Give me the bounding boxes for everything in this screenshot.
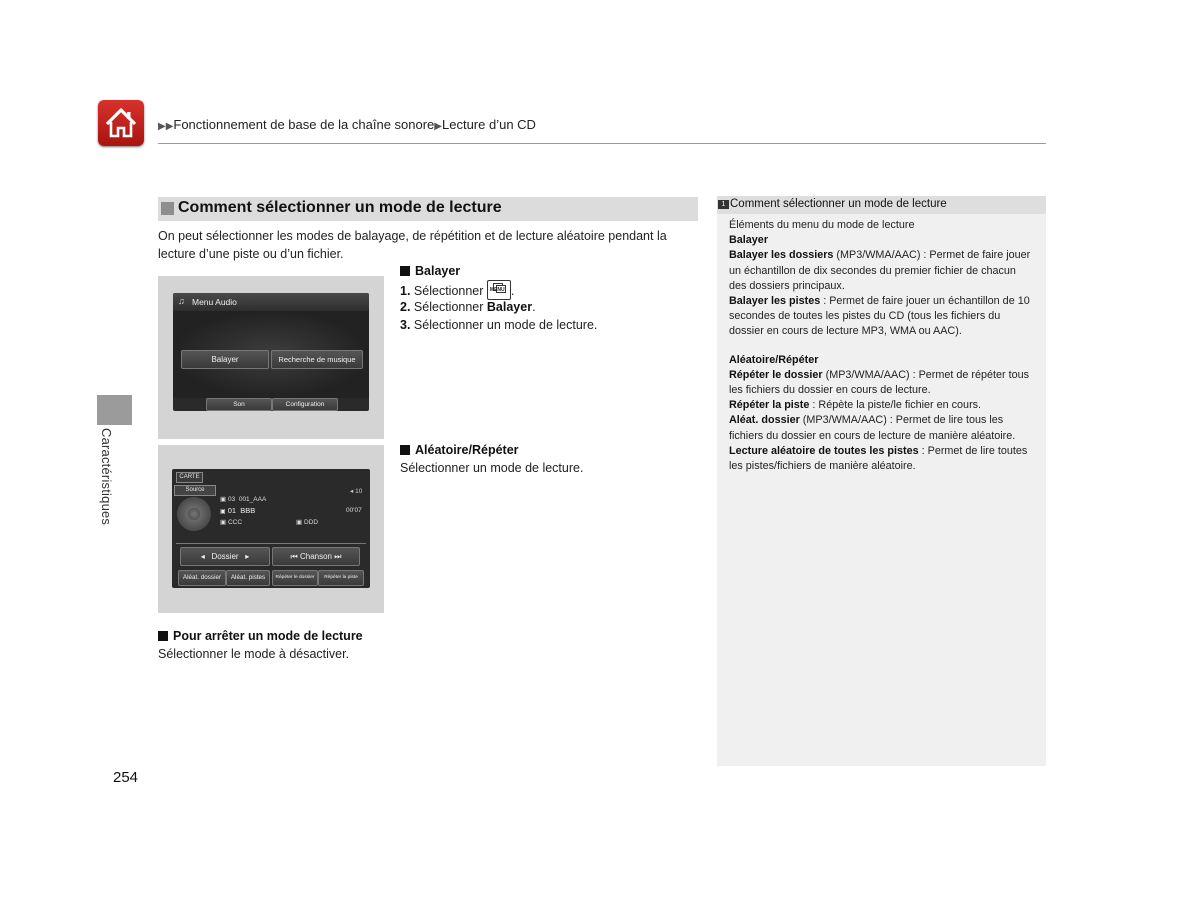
- artist-line: ▣ CCC: [220, 519, 243, 526]
- reference-icon: 1: [718, 200, 729, 209]
- screen-title-bar: [173, 293, 369, 312]
- section-intro: On peut sélectionner les modes de balayage, de répétition et de lecture aléatoire pendant la lecture d’une piste ou d’un fichier.: [158, 229, 667, 261]
- breadcrumb-arrow-icon: ▶: [434, 121, 442, 132]
- sidebar-note-title: Comment sélectionner un mode de lecture: [730, 198, 947, 210]
- menu-audio-screenshot: [158, 276, 384, 439]
- square-bullet-icon: [400, 445, 410, 455]
- step-3: 3. Sélectionner un mode de lecture.: [400, 318, 598, 332]
- sidebar-subheading: Aléatoire/Répéter: [729, 353, 819, 366]
- arrow-left-icon: ◂: [200, 552, 205, 561]
- breadcrumb-arrow-icon: ▶▶: [158, 121, 174, 132]
- section-title: Comment sélectionner un mode de lecture: [178, 199, 502, 216]
- music-note-icon: ♫: [178, 296, 185, 306]
- sidebar-note-body: [729, 218, 1034, 474]
- sidebar-subheading: Balayer: [729, 234, 769, 247]
- aleat-pistes-button[interactable]: Aléat. pistes: [226, 570, 270, 586]
- track-time: 00'07: [346, 507, 362, 514]
- chapter-tab-marker: [97, 395, 132, 425]
- menu-audio-screen: [173, 293, 369, 411]
- folder-icon: ▣: [220, 496, 227, 503]
- recherche-musique-button[interactable]: Recherche de musique: [271, 350, 363, 369]
- sidebar-entry: Répéter la piste : Répète la piste/le fichier en cours.: [729, 399, 982, 412]
- section-heading: [158, 197, 698, 221]
- album-line: ▣ DDD: [296, 519, 319, 526]
- configuration-button[interactable]: Configuration: [272, 398, 338, 411]
- step-2: 2. Sélectionner Balayer.: [400, 300, 536, 314]
- chapter-tab-label: Caractéristiques: [99, 428, 114, 526]
- balayer-button[interactable]: Balayer: [181, 350, 269, 369]
- breadcrumb: [158, 117, 536, 132]
- step-1: 1. Sélectionner MENU .: [400, 280, 514, 300]
- aleat-dossier-button[interactable]: Aléat. dossier: [178, 570, 226, 586]
- sidebar-entry: Balayer les dossiers (MP3/WMA/AAC) : Permet de faire jouer un échantillon de dix secondes du premier fichier de chacun des dossiers principaux.: [729, 249, 1031, 292]
- skip-back-icon: ⏮: [290, 552, 298, 561]
- square-bullet-icon: [400, 266, 410, 276]
- carte-tab[interactable]: CARTE: [176, 472, 203, 483]
- sidebar-entry: Répéter le dossier (MP3/WMA/AAC) : Permet de répéter tous les fichiers du dossier en cours de lecture.: [729, 368, 1030, 397]
- divider: [176, 543, 366, 544]
- speaker-icon: ◂: [350, 488, 354, 495]
- sidebar-line: Éléments du menu du mode de lecture: [729, 219, 915, 231]
- menu-button-icon: MENU: [487, 280, 511, 300]
- repeter-dossier-button[interactable]: Répéter le dossier: [272, 570, 318, 586]
- screen-title: Menu Audio: [192, 297, 237, 307]
- sidebar-note-header: [717, 196, 1046, 214]
- square-bullet-icon: [158, 631, 168, 641]
- sidebar-entry: Balayer les pistes : Permet de faire jouer un échantillon de 10 secondes de toutes les pistes du CD (tous les fichiers du dossier en cours de lecture MP3, WMA ou AAC).: [729, 295, 1030, 338]
- page-number: 254: [113, 769, 139, 786]
- cd-playback-screen: [172, 469, 370, 588]
- aleatoire-heading: Aléatoire/Répéter: [400, 443, 519, 457]
- sidebar-entry: Lecture aléatoire de toutes les pistes : Permet de lire toutes les pistes/fichiers de manière aléatoire.: [729, 444, 1028, 473]
- source-button[interactable]: Source: [174, 485, 216, 496]
- breadcrumb-link-2[interactable]: Lecture d’un CD: [442, 117, 536, 132]
- breadcrumb-link-1[interactable]: Fonctionnement de base de la chaîne sonore: [173, 117, 435, 132]
- cd-playback-screenshot: [158, 445, 384, 613]
- son-button[interactable]: Son: [206, 398, 272, 411]
- repeter-piste-button[interactable]: Répéter la piste: [318, 570, 364, 586]
- sidebar-entry: Aléat. dossier (MP3/WMA/AAC) : Permet de lire tous les fichiers du dossier en cours de lecture de manière aléatoire.: [729, 414, 1016, 442]
- stop-text: Sélectionner le mode à désactiver.: [158, 647, 350, 661]
- aleatoire-text: Sélectionner un mode de lecture.: [400, 461, 584, 475]
- artist-icon: ▣: [220, 519, 227, 526]
- cd-disc-icon: [177, 497, 211, 531]
- home-button[interactable]: [98, 100, 144, 146]
- arrow-right-icon: ▸: [245, 552, 250, 561]
- chanson-button[interactable]: ⏮ Chanson ⏭: [272, 547, 360, 566]
- header-divider: [158, 143, 1046, 144]
- folder-line: ▣ 03 001_AAA: [220, 496, 267, 503]
- track-line: ▣ 01 BBB: [220, 506, 256, 515]
- stop-heading: Pour arrêter un mode de lecture: [158, 629, 363, 643]
- home-icon: [98, 100, 144, 146]
- balayer-heading: Balayer: [400, 264, 460, 278]
- skip-forward-icon: ⏭: [334, 552, 342, 561]
- dossier-button[interactable]: ◂ Dossier ▸: [180, 547, 270, 566]
- square-bullet-icon: [161, 202, 174, 215]
- album-icon: ▣: [296, 519, 303, 526]
- volume-readout: ◂ 10: [350, 488, 363, 495]
- track-icon: ▣: [220, 509, 226, 515]
